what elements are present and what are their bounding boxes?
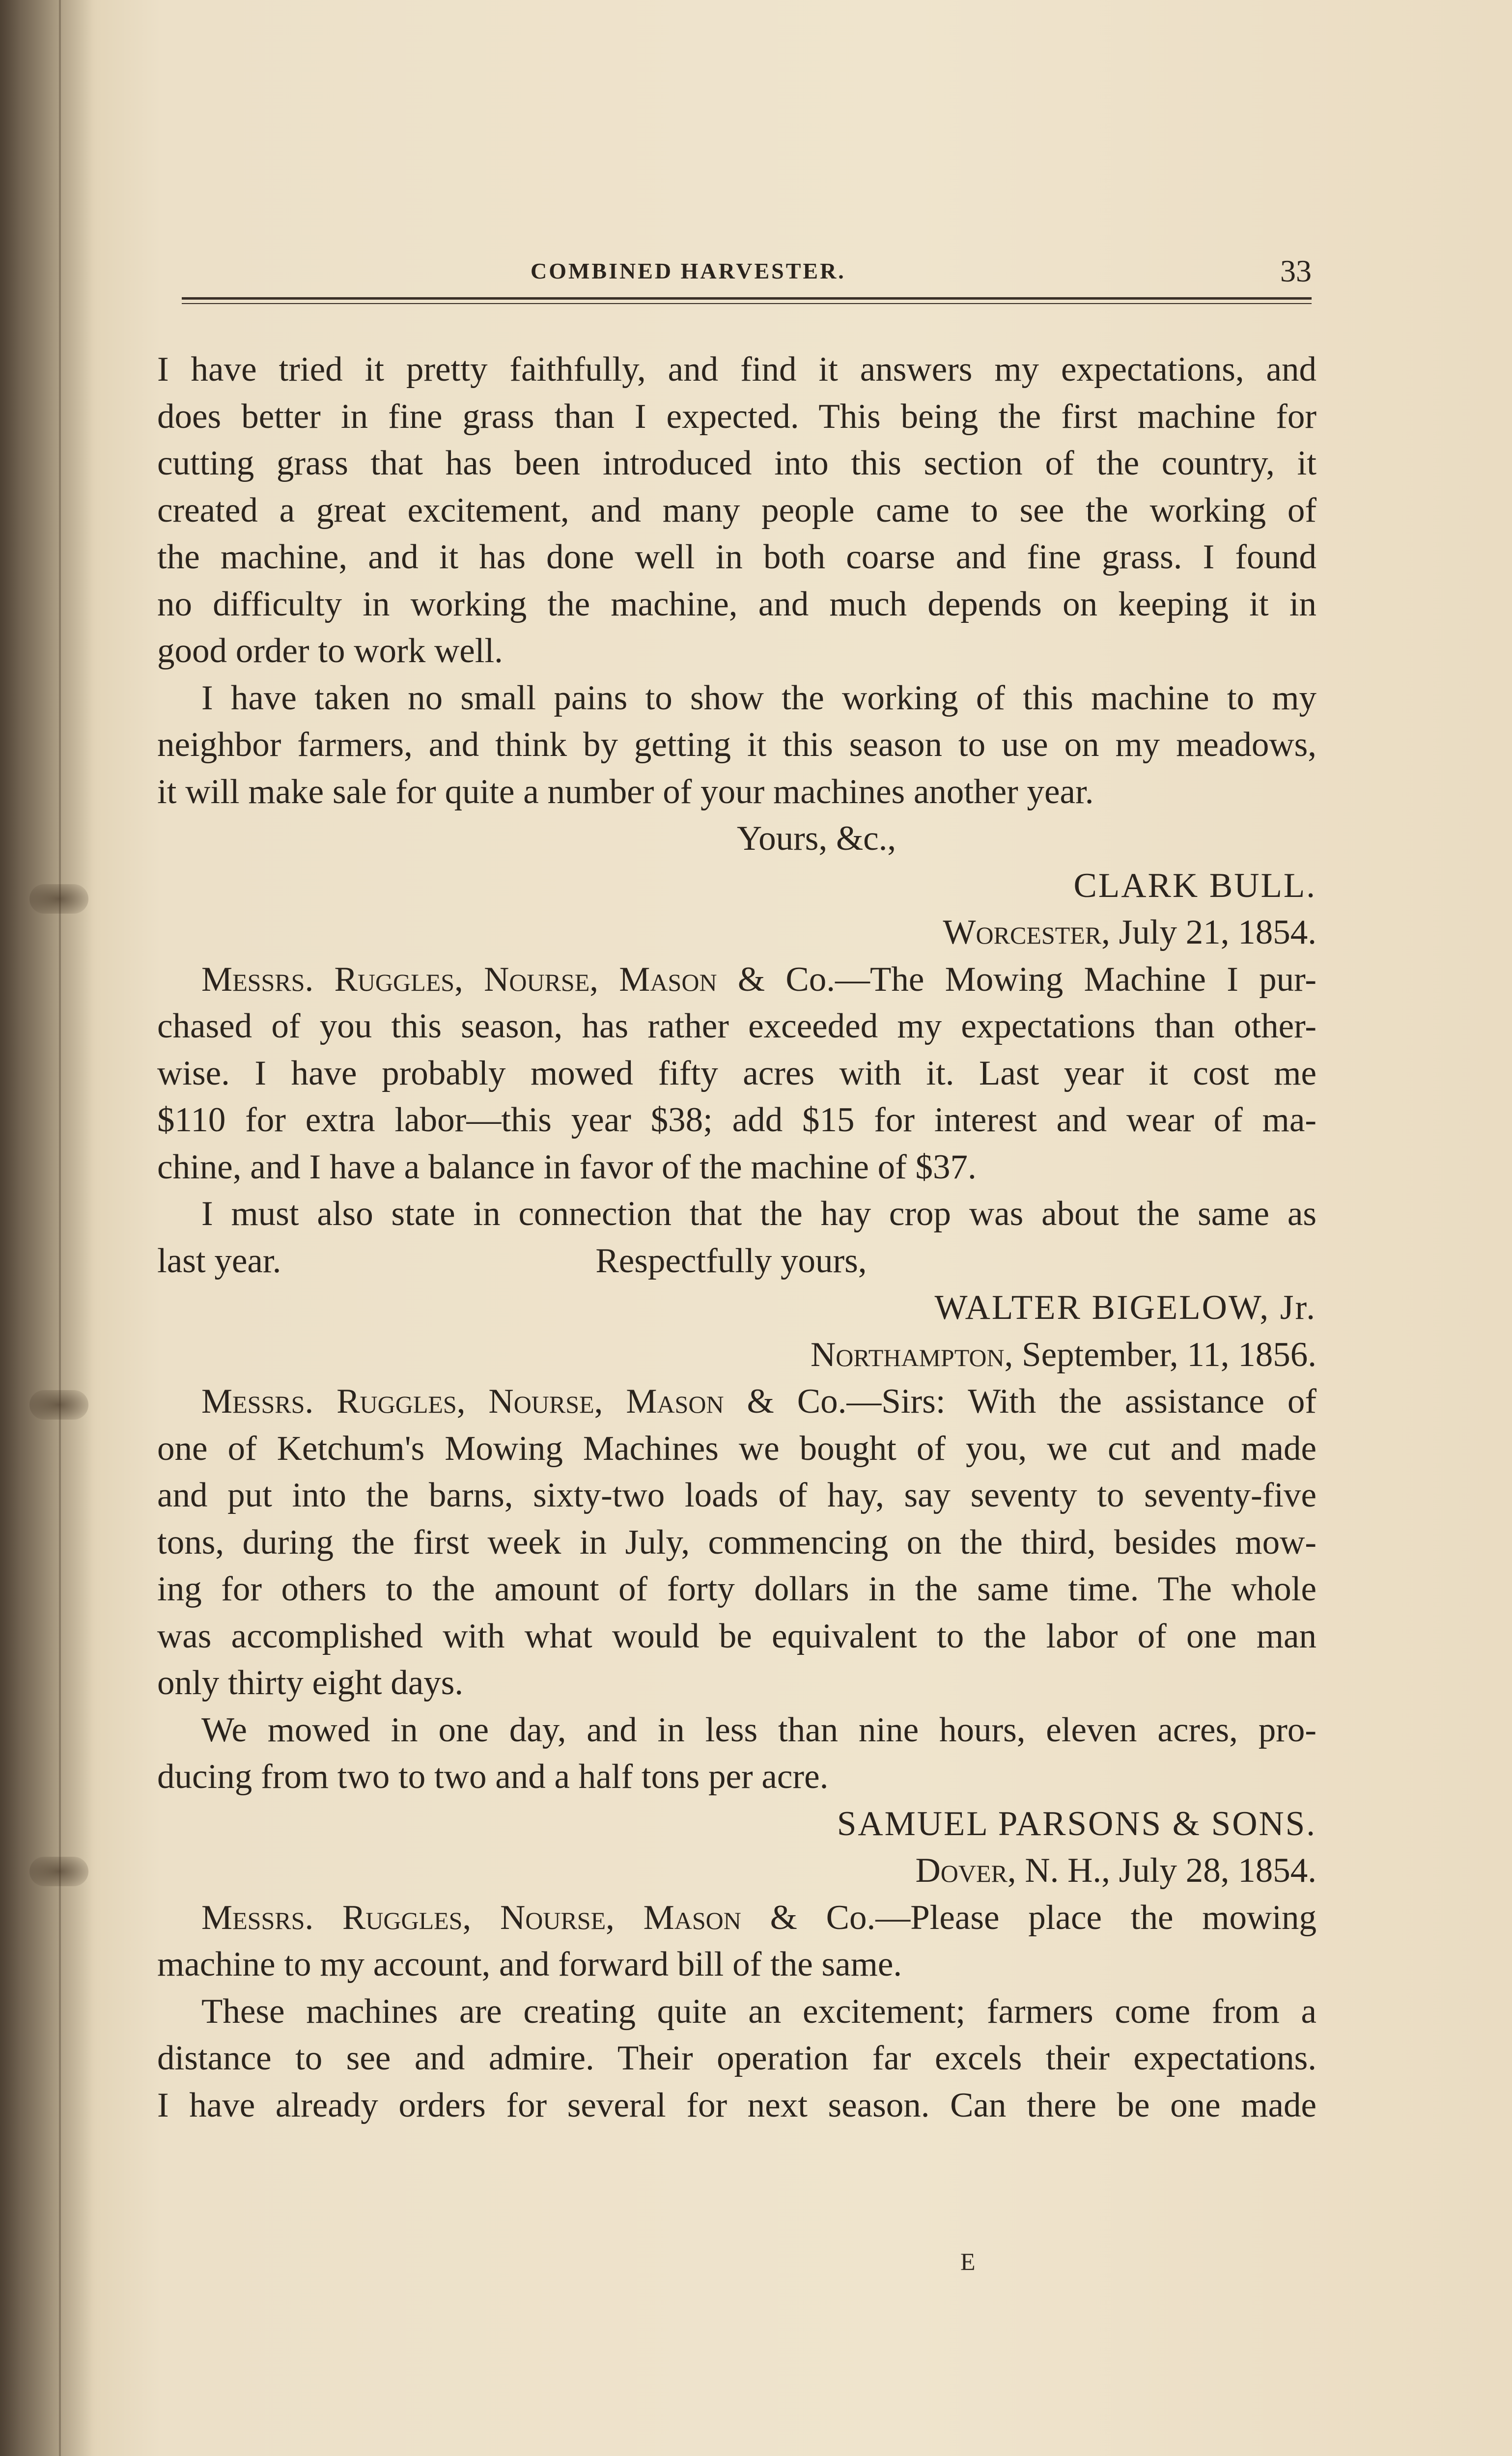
text-line: These machines are creating quite an excitement; farmers come from a <box>201 1992 1316 2031</box>
text-line: $110 for extra labor—this year $38; add $15 for interest and wear of ma- <box>157 1101 1316 1139</box>
dateline <box>157 1332 1316 1379</box>
binding-stitch-mark <box>29 1390 88 1420</box>
text-line: good order to work well. <box>157 632 503 670</box>
salutation-addressee: Messrs. Ruggles, Nourse, Mason <box>201 1898 741 1937</box>
binding-stitch-mark <box>29 884 88 914</box>
binding-stitch-mark <box>29 1857 88 1886</box>
text-line: tons, during the first week in July, commencing on the third, besides mow- <box>157 1523 1316 1562</box>
dateline <box>157 909 1316 956</box>
dateline <box>157 1847 1316 1895</box>
signature: CLARK BULL. <box>1073 866 1316 905</box>
text-line: only thirty eight days. <box>157 1664 464 1702</box>
dateline-date: September, 11, 1856. <box>1013 1335 1316 1374</box>
signature: WALTER BIGELOW, Jr. <box>934 1288 1316 1327</box>
text-line: I have tried it pretty faithfully, and find it answers my expectations, and <box>157 350 1316 389</box>
page-body <box>157 346 1316 2129</box>
header-rule <box>182 297 1312 300</box>
text-line: ducing from two to two and a half tons per acre. <box>157 1758 829 1796</box>
text-line: does better in fine grass than I expected. This being the first machine for <box>157 397 1316 436</box>
text-line: We mowed in one day, and in less than nine hours, eleven acres, pro- <box>201 1710 1316 1749</box>
text-line <box>157 956 1316 1004</box>
text-line: neighbor farmers, and think by getting it this season to use on my meadows, <box>157 726 1316 764</box>
text-line: chine, and I have a balance in favor of the machine of $37. <box>157 1147 977 1186</box>
salutation-addressee: Messrs. Ruggles, Nourse, Mason <box>201 960 717 999</box>
salutation-rest: & Co.—Sirs: With the assistance of <box>724 1382 1316 1421</box>
salutation-rest: & Co.—The Mowing Machine I pur- <box>717 960 1316 999</box>
text-line: ing for others to the amount of forty dollars in the same time. The whole <box>157 1570 1316 1608</box>
dateline-date: N. H., July 28, 1854. <box>1016 1851 1316 1890</box>
running-head: COMBINED HARVESTER. <box>531 258 846 283</box>
text-line: chased of you this season, has rather exceeded my expectations than other- <box>157 1007 1316 1045</box>
spine-line <box>59 0 61 2456</box>
text-line: no difficulty in working the machine, and much depends on keeping it in <box>157 585 1316 623</box>
text-segment: last year. <box>157 1241 281 1280</box>
signature-mark: E <box>960 2248 976 2275</box>
letter-closing: Yours, &c., <box>737 819 896 858</box>
text-line: I have taken no small pains to show the working of this machine to my <box>201 678 1316 717</box>
text-line: created a great excitement, and many people came to see the working of <box>157 491 1316 530</box>
text-line: wise. I have probably mowed fifty acres with it. Last year it cost me <box>157 1054 1316 1092</box>
salutation-rest: & Co.—Please place the mowing <box>741 1898 1316 1937</box>
dateline-date: July 21, 1854. <box>1110 913 1316 951</box>
text-line <box>157 1238 1316 1285</box>
dateline-place: Dover, <box>915 1851 1016 1890</box>
signature: SAMUEL PARSONS & SONS. <box>837 1804 1316 1843</box>
text-line: the machine, and it has done well in both coarse and fine grass. I found <box>157 538 1316 576</box>
text-line: machine to my account, and forward bill of the same. <box>157 1945 902 1983</box>
text-line: I must also state in connection that the hay crop was about the same as <box>201 1195 1316 1233</box>
page-header <box>182 248 1312 302</box>
salutation-addressee: Messrs. Ruggles, Nourse, Mason <box>201 1382 724 1421</box>
text-line: I have already orders for several for next season. Can there be one made <box>157 2086 1316 2124</box>
page-number: 33 <box>1280 253 1312 288</box>
text-line <box>157 1378 1316 1425</box>
gutter-shadow <box>0 0 93 2456</box>
text-line: distance to see and admire. Their operation far excels their expectations. <box>157 2039 1316 2077</box>
text-line: was accomplished with what would be equivalent to the labor of one man <box>157 1617 1316 1655</box>
header-rule-thin <box>182 303 1312 304</box>
text-line: it will make sale for quite a number of your machines another year. <box>157 772 1094 811</box>
dateline-place: Worcester, <box>943 913 1110 951</box>
dateline-place: Northampton, <box>810 1335 1013 1374</box>
text-line: one of Ketchum's Mowing Machines we bought of you, we cut and made <box>157 1429 1316 1468</box>
text-line: and put into the barns, sixty-two loads of hay, say seventy to seventy-five <box>157 1476 1316 1514</box>
letter-closing: Respectfully yours, <box>595 1241 867 1280</box>
text-line <box>157 1895 1316 1942</box>
text-line: cutting grass that has been introduced into this section of the country, it <box>157 444 1316 482</box>
